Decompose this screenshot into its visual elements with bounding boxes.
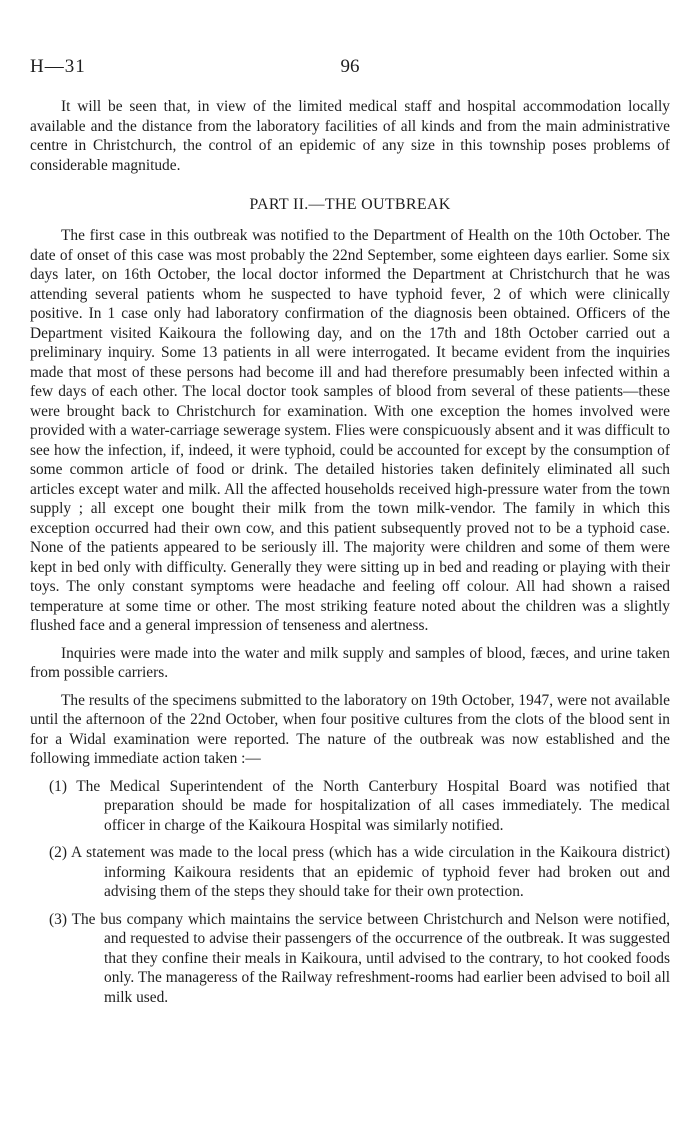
page-header xyxy=(30,56,670,80)
action-item xyxy=(30,910,670,1008)
action-item-number: (3) xyxy=(49,910,67,928)
page-number: 96 xyxy=(340,56,360,77)
action-list xyxy=(30,777,670,1008)
action-item-text: A statement was made to the local press (which has a wide circulation in the Kaikoura district) informing Kaikoura residents that an epidemic of typhoid fever had broken out and advising them of the steps they should take for their own protection. xyxy=(71,844,670,900)
body-paragraph: The results of the specimens submitted to the laboratory on 19th October, 1947, were not available until the afternoon of the 22nd October, when four positive cultures from the clots of the blood sent in for a Widal examination were reported. The nature of the outbreak was now established and the following immediate action taken :— xyxy=(30,691,670,767)
document-reference: H—31 xyxy=(30,56,86,77)
intro-paragraph: It will be seen that, in view of the limited medical staff and hospital accommodation locally available and the distance from the laboratory facilities of all kinds and from the main administrative centre in Christchurch, the control of an epidemic of any size in this township poses problems of considerable magnitude. xyxy=(30,98,670,174)
section-heading: PART II.—THE OUTBREAK xyxy=(249,196,451,213)
page-body xyxy=(30,97,670,1015)
action-item xyxy=(30,777,670,836)
action-item-number: (1) xyxy=(49,777,67,795)
action-item-text: The Medical Superintendent of the North Canterbury Hospital Board was notified that preparation should be made for hospitalization of all cases immediately. The medical officer in charge of the Kaikoura Hospital was similarly notified. xyxy=(76,777,670,834)
body-paragraph: The first case in this outbreak was notified to the Department of Health on the 10th October. The date of onset of this case was most probably the 22nd September, some eighteen days earlier. Some six days later, on 16th October, the local doctor informed the Department at Christchurch that he was attending several patients whom he suspected to have typhoid fever, 2 of which were clinically positive. In 1 case only had laboratory confirmation of the diagnosis been obtained. Officers of the Department visited Kaikoura the following day, and on the 17th and 18th October carried out a preliminary inquiry. Some 13 patients in all were interrogated. It became evident from the inquiries made that most of these persons had become ill and had therefore presumably been infected within a few days of each other. The local doctor took samples of blood from several of these patients—these were brought back to Christchurch for examination. With one exception the homes involved were provided with a water-carriage sewerage system. Flies were conspicuously absent and it was difficult to see how the infection, if, indeed, it were typhoid, could be accounted for except by the consumption of some common article of food or drink. The detailed histories taken definitely eliminated all such articles except water and milk. All the affected households received high-pressure water from the town supply ; all except one bought their milk from the town milk-vendor. The family in which this exception occurred had their own cow, and this patient subsequently proved not to be a typhoid case. None of the patients appeared to be seriously ill. The majority were children and some of them were kept in bed only with difficulty. Generally they were sitting up in bed and reading or playing with their toys. The only constant symptoms were headache and feeling off colour. All had shown a raised temperature at some time or other. The most striking feature noted about the children was a slightly flushed face and a general impression of tenseness and alertness. xyxy=(30,227,670,634)
action-item xyxy=(30,843,670,902)
action-item-number: (2) xyxy=(49,844,67,861)
body-paragraph: Inquiries were made into the water and milk supply and samples of blood, fæces, and urine taken from possible carriers. xyxy=(30,644,670,681)
action-item-text: The bus company which maintains the service between Christchurch and Nelson were notified, and requested to advise their passengers of the occurrence of the outbreak. It was suggested that they confine their meals in Kaikoura, until advised to the contrary, to hot cooked foods only. The manageress of the Railway refreshment-rooms had earlier been advised to boil all milk used. xyxy=(71,910,670,1006)
